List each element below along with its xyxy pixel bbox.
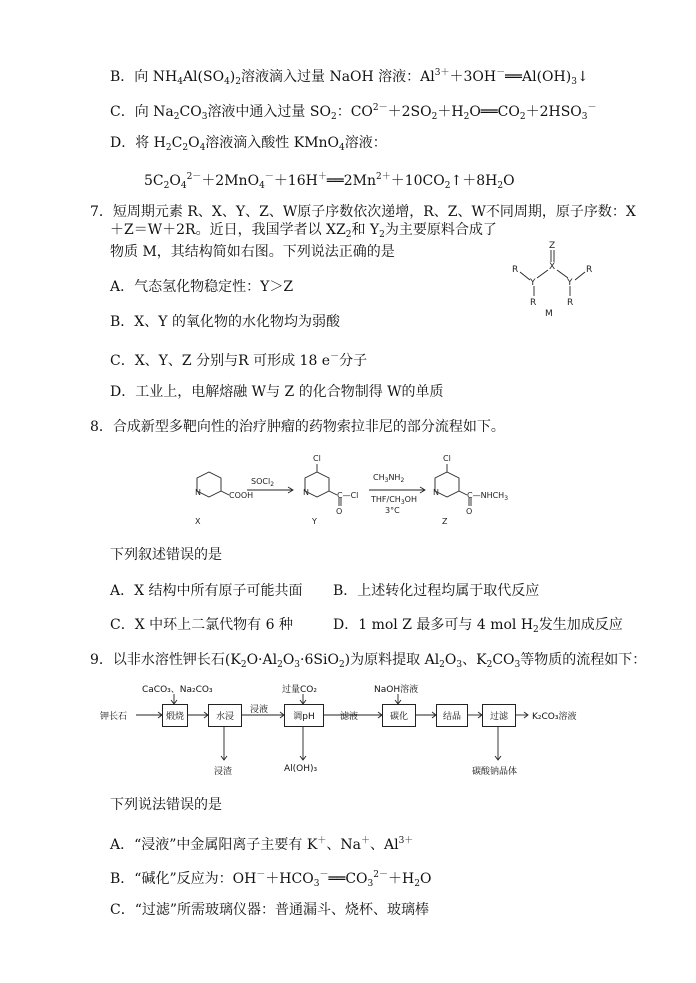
q8-prompt: 下列叙述错误的是 — [110, 547, 222, 563]
q7-option-d: D．工业上，电解熔融 W与 Z 的化合物制得 W的单质 — [110, 384, 444, 400]
flow-box-filter: 过滤 — [482, 704, 516, 727]
q9-option-c: C．“过滤”所需玻璃仪器：普通漏斗、烧杯、玻璃棒 — [110, 902, 430, 918]
y-cl-atom: Cl — [313, 454, 321, 463]
y-o-atom: O — [336, 507, 343, 516]
q7-stem-line2: ＋Z＝W＋2R。近日，我国学者以 $XZ_2$和 $Y_2$为主要原料合成了 — [110, 222, 497, 240]
q9-option-a: A．“浸液”中金属阳离子主要有 K＋、Na＋、$Al^{3+}$ — [110, 836, 414, 853]
q7-structure-m — [500, 238, 610, 320]
flow-reagent-2: 过量CO₂ — [282, 685, 317, 695]
x-n-atom: N — [195, 488, 201, 497]
flow-box-carbonize: 碳化 — [382, 704, 416, 727]
atom-y-right: Y — [567, 278, 573, 288]
flow-out-residue: 浸渣 — [214, 767, 233, 777]
atom-z: Z — [549, 241, 556, 251]
flow-output-label: K₂CO₃溶液 — [532, 712, 577, 722]
reagent-socl2: SOCl$_2$ — [251, 477, 275, 488]
atom-y-left: Y — [530, 278, 536, 288]
atom-x: X — [549, 262, 556, 272]
q6-option-b: B．向 $NH_4Al(SO_4)_2$溶液滴入过量 NaOH 溶液：$Al^{3+}+3OH^-══Al(OH)_3↓$ — [110, 68, 589, 87]
label-x: X — [195, 517, 201, 526]
atom-r-3: R — [530, 298, 537, 308]
flow-mid-label-1: 浸液 — [250, 705, 269, 715]
q7-option-a: A．气态氢化物稳定性：Y＞Z — [110, 279, 294, 295]
q7-option-b: B．X、Y 的氧化物的水化物均为弱酸 — [110, 314, 340, 330]
reagent-temp: 3°C — [385, 506, 400, 515]
q6-option-d: D．将 $H_2C_2O_4$溶液滴入酸性 KMnO$_4$溶液： — [110, 135, 387, 153]
flow-reagent-1: CaCO₃、Na₂CO₃ — [142, 685, 213, 695]
label-z: Z — [442, 517, 448, 526]
q8-option-b: B．上述转化过程均属于取代反应 — [333, 583, 540, 599]
atom-r-4: R — [567, 298, 574, 308]
flow-out-na2co3-crystal: 碳酸钠晶体 — [472, 767, 518, 777]
z-amide-label: $C—NHCH_3$ — [467, 491, 509, 502]
z-o-atom: O — [466, 507, 473, 516]
q9-prompt: 下列说法错误的是 — [110, 797, 222, 813]
q8-option-d: D．1 mol Z 最多可与 4 mol $H_2$发生加成反应 — [333, 617, 623, 635]
reagent-ch3nh2: $CH_3NH_2$ — [373, 473, 405, 484]
q6-equation: $5C_2O_4^{2-}+2MnO_4^-+16H^+══2Mn^{2+}+10CO_2↑+8H_2O$ — [144, 172, 515, 191]
y-acyl-chloride-label: C—Cl — [337, 491, 359, 500]
reagent-thf: THF/$CH_3OH$ — [371, 495, 417, 506]
q8-option-c: C．X 中环上二氯代物有 6 种 — [110, 617, 293, 633]
structure-label-m: M — [545, 309, 553, 319]
flow-input-label: 钾长石 — [100, 712, 128, 722]
flow-box-leach: 水浸 — [208, 704, 242, 727]
q9-stem: 9．以非水溶性钾长石$(K_2O\cdot Al_2O_3\cdot 6SiO_2)$为原料提取 $Al_2O_3$、$K_2CO_3$等物质的流程如下： — [90, 652, 647, 670]
z-cl-atom: Cl — [443, 454, 451, 463]
y-n-atom: N — [303, 488, 309, 497]
q8-reaction-scheme — [175, 450, 535, 532]
q6-option-c: C．向 $Na_2CO_3$溶液中通入过量 $SO_2$：$CO^{2-}+2SO_2+H_2O══CO_2+2HSO_3^-$ — [110, 103, 597, 122]
q7-option-c: C．X、Y、Z 分别与R 可形成 18 e－分子 — [110, 352, 368, 369]
flow-box-calcine: 煅烧 — [162, 704, 188, 727]
label-y: Y — [312, 517, 317, 526]
x-cooh-label: COOH — [229, 491, 254, 500]
flow-out-aloh3: Al(OH)₃ — [284, 764, 318, 774]
atom-r-1: R — [512, 265, 519, 275]
q9-option-b: B．“碱化”反应为：$OH^-+HCO_3^-══CO_3^{2-}+H_2O$ — [110, 870, 432, 889]
q8-stem: 8．合成新型多靶向性的治疗肿瘤的药物索拉非尼的部分流程如下。 — [90, 419, 505, 435]
flow-box-crystallize: 结晶 — [436, 704, 468, 727]
z-n-atom: N — [433, 488, 439, 497]
atom-r-2: R — [586, 265, 593, 275]
flow-mid-label-2: 滤液 — [340, 712, 359, 722]
q8-option-a: A．X 结构中所有原子可能共面 — [110, 583, 303, 599]
q7-stem-line3: 物质 M，其结构简如右图。下列说法正确的是 — [110, 244, 395, 260]
flow-reagent-3: NaOH溶液 — [374, 685, 419, 695]
q9-flow-chart — [100, 682, 620, 782]
flow-box-ph: 调pH — [284, 704, 324, 727]
q7-stem-line1: 7．短周期元素 R、X、Y、Z、W原子序数依次递增，R、Z、W不同周期，原子序数：X — [90, 204, 636, 220]
